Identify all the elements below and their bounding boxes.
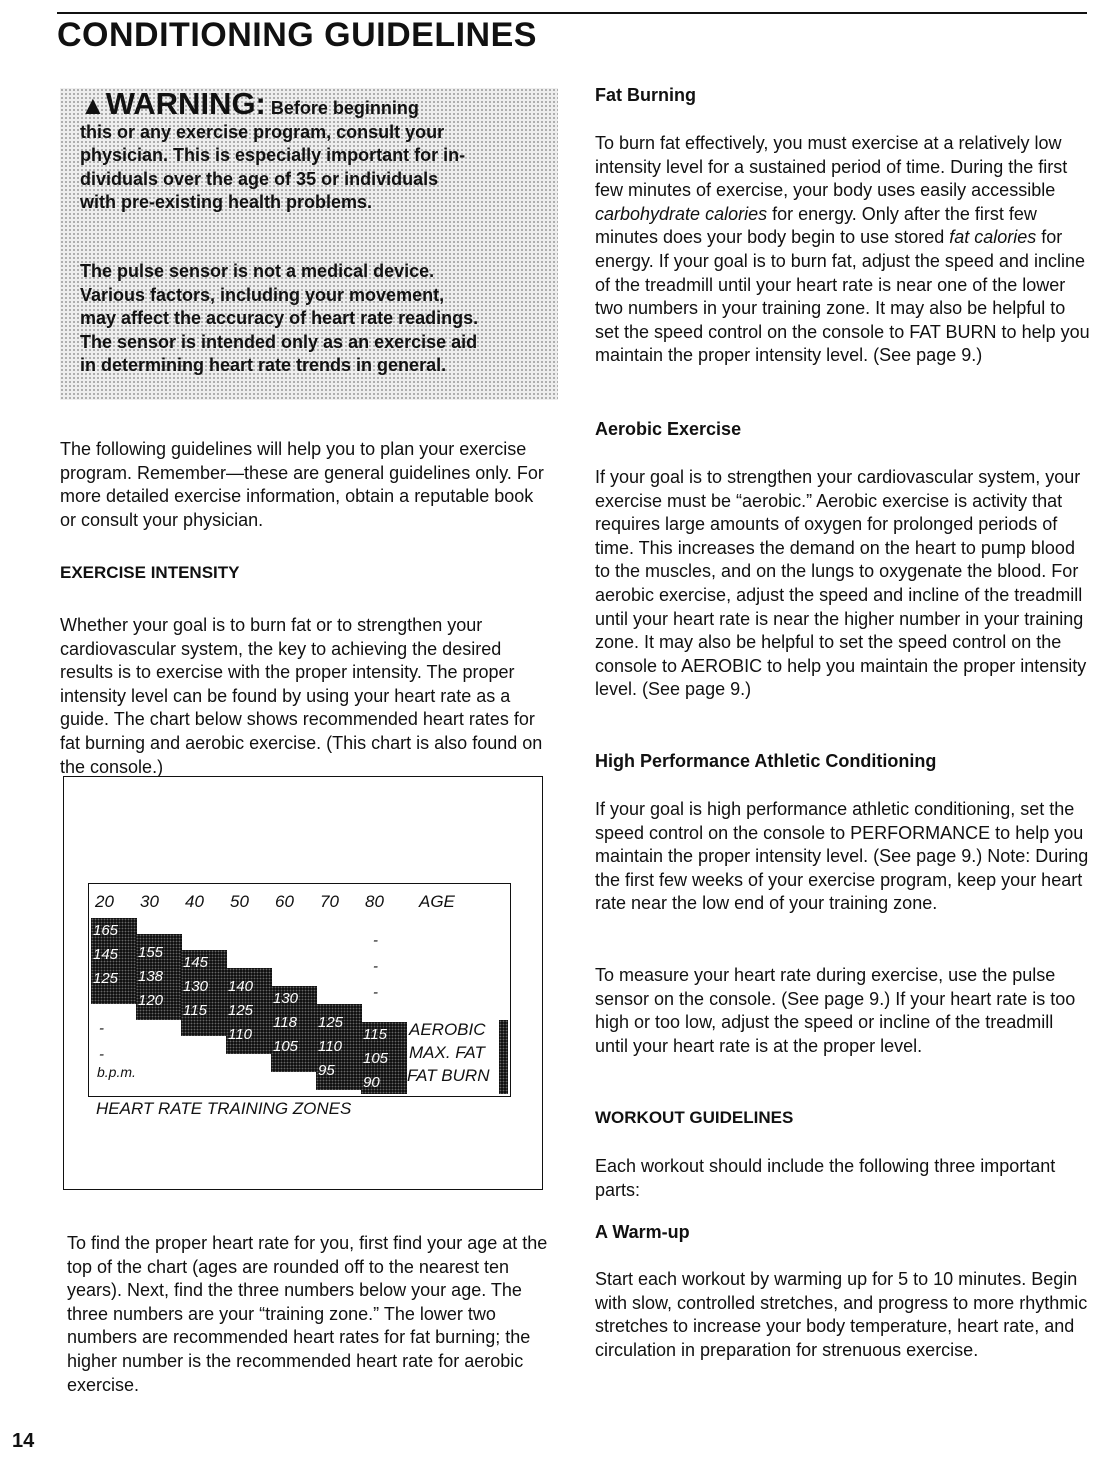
zone-value-fat-burn: 90 <box>363 1074 380 1091</box>
heading-exercise-intensity: EXERCISE INTENSITY <box>60 563 240 582</box>
age-tick: 80 <box>365 892 384 911</box>
legend-fat-burn: FAT BURN <box>407 1066 490 1085</box>
warning-lead: Before beginning <box>270 98 419 118</box>
age-label: AGE <box>419 892 455 911</box>
heading-aerobic: Aerobic Exercise <box>595 419 742 439</box>
zone-value-fat-burn: 125 <box>93 970 119 987</box>
warning-line: The pulse sensor is not a medical device. <box>80 261 435 281</box>
top-rule <box>57 12 1087 14</box>
heart-rate-chart <box>88 883 511 1097</box>
dash: - <box>373 932 378 949</box>
zone-value-fat-burn: 105 <box>273 1038 299 1055</box>
heading-warm-up: A Warm-up <box>595 1222 690 1242</box>
warning-line: Various factors, including your movement, <box>80 284 445 305</box>
zone-value-aerobic: 145 <box>183 954 209 971</box>
age-tick: 20 <box>95 892 114 911</box>
warning-line: with pre-existing health problems. <box>80 192 373 212</box>
zone-value-max-fat: 130 <box>183 978 209 995</box>
zone-value-max-fat: 118 <box>273 1014 297 1031</box>
warning-paragraph-2 <box>80 260 550 378</box>
dash: - <box>99 1046 104 1063</box>
zone-value-max-fat: 138 <box>138 968 164 985</box>
warning-line: in determining heart rate trends in general. <box>80 355 447 375</box>
age-tick: 30 <box>140 892 159 911</box>
warning-line: may affect the accuracy of heart rate readings. <box>80 308 479 328</box>
zone-value-fat-burn: 95 <box>318 1062 335 1079</box>
zone-value-aerobic: 140 <box>228 978 254 995</box>
age-tick: 40 <box>185 892 204 911</box>
warning-paragraph-1 <box>80 86 550 215</box>
warning-line: The sensor is intended only as an exercise aid <box>80 331 478 352</box>
warning-line: dividuals over the age of 35 or individuals <box>80 168 439 189</box>
zone-value-max-fat: 145 <box>93 946 119 963</box>
zone-value-fat-burn: 115 <box>183 1002 207 1019</box>
warning-label: WARNING: <box>105 86 266 121</box>
zone-value-aerobic: 130 <box>273 990 299 1007</box>
age-tick: 70 <box>320 892 339 911</box>
zone-value-aerobic: 155 <box>138 944 164 961</box>
intro-paragraph: The following guidelines will help you to plan your exercise program. Remember—these are general guidelines only. For more detailed exercise information, obtain a reputable book or consult your physician. <box>60 439 544 530</box>
warning-line: this or any exercise program, consult your <box>80 121 445 142</box>
warm-paragraph: Start each workout by warming up for 5 to 10 minutes. Begin with slow, controlled stretches, and progress to more rhythmic stretches to increase your body temperature, heart rate, and circulation in preparation for strenuous exercise. <box>595 1269 1088 1360</box>
heading-high-performance: High Performance Athletic Conditioning <box>595 751 937 771</box>
intensity-paragraph: Whether your goal is to burn fat or to strengthen your cardiovascular system, the key to achieving the desired results is to exercise with the proper intensity. The proper intensity level can be found by using your heart rate as a guide. The chart below shows recommended heart rates for fat burning and aerobic exercise. (This chart is also found on the console.) <box>60 615 543 777</box>
fat-paragraph: To burn fat effectively, you must exercise at a relatively low intensity level for a sustained period of time. During the first few minutes of exercise, your body uses easily accessible carbohydrate calories for energy. Only after the first few minutes does your body begin to use stored fat calories for energy. If your goal is to burn fat, adjust the speed and incline of the treadmill until your heart rate is near one of the lower two numbers in your training zone. It may also be helpful to set the speed control on the console to FAT BURN to help you maintain the proper intensity level. (See page 9.) <box>595 133 1090 366</box>
aerobic-paragraph: If your goal is to strengthen your cardiovascular system, your exercise must be “aerobic.” Aerobic exercise is activity that requires large amounts of oxygen for prolonged periods of time. This increases the demand on the heart to pump blood to the muscles, and on the lungs to oxygenate the blood. For aerobic exercise, adjust the speed and incline of the treadmill until your heart rate is near the higher number in your training zone. It may also be helpful to set the speed control on the console to AEROBIC to help you maintain the proper intensity level. (See page 9.) <box>595 467 1087 700</box>
zone-value-fat-burn: 120 <box>138 992 164 1009</box>
find-paragraph: To find the proper heart rate for you, first find your age at the top of the chart (ages are rounded off to the nearest ten years). Next, find the three numbers below your age. The three numbers are your “training zone.” The lower two numbers are recommended heart rates for fat burning; the higher number is the recommended heart rate for aerobic exercise. <box>67 1233 548 1395</box>
heading-fat-burning: Fat Burning <box>595 85 696 105</box>
zone-value-max-fat: 125 <box>228 1002 254 1019</box>
page-number: 14 <box>12 1430 35 1452</box>
age-tick: 60 <box>275 892 294 911</box>
warning-box <box>60 88 558 400</box>
legend-bar <box>499 1020 508 1094</box>
zone-value-max-fat: 110 <box>318 1038 342 1055</box>
dash: - <box>373 984 378 1001</box>
chart-title: HEART RATE TRAINING ZONES <box>96 1099 352 1118</box>
measure-paragraph: To measure your heart rate during exercise, use the pulse sensor on the console. (See page 9.) If your heart rate is too high or too low, adjust the speed or incline of the treadmill until your heart rate is at the proper level. <box>595 965 1076 1056</box>
bpm-label: b.p.m. <box>97 1064 136 1080</box>
warning-line: physician. This is especially important for in- <box>80 145 466 165</box>
page-title: CONDITIONING GUIDELINES <box>57 16 537 54</box>
zone-value-fat-burn: 110 <box>228 1026 252 1043</box>
zone-value-aerobic: 125 <box>318 1014 344 1031</box>
heading-workout: WORKOUT GUIDELINES <box>595 1108 794 1127</box>
legend-max-fat: MAX. FAT <box>409 1043 485 1062</box>
zone-value-aerobic: 165 <box>93 922 119 939</box>
dash: - <box>373 958 378 975</box>
high-paragraph: If your goal is high performance athletic conditioning, set the speed control on the console to PERFORMANCE to help you maintain the proper intensity level. (See page 9.) Note: During the first few weeks of your exercise program, keep your heart rate near the low end of your training zone. <box>595 799 1089 914</box>
legend-aerobic: AEROBIC <box>409 1020 486 1039</box>
warning-icon: ▲ <box>80 90 106 120</box>
workout-paragraph: Each workout should include the following three important parts: <box>595 1156 1056 1200</box>
age-tick: 50 <box>230 892 249 911</box>
dash: - <box>99 1020 104 1037</box>
zone-value-aerobic: 115 <box>363 1026 387 1043</box>
zone-value-max-fat: 105 <box>363 1050 389 1067</box>
